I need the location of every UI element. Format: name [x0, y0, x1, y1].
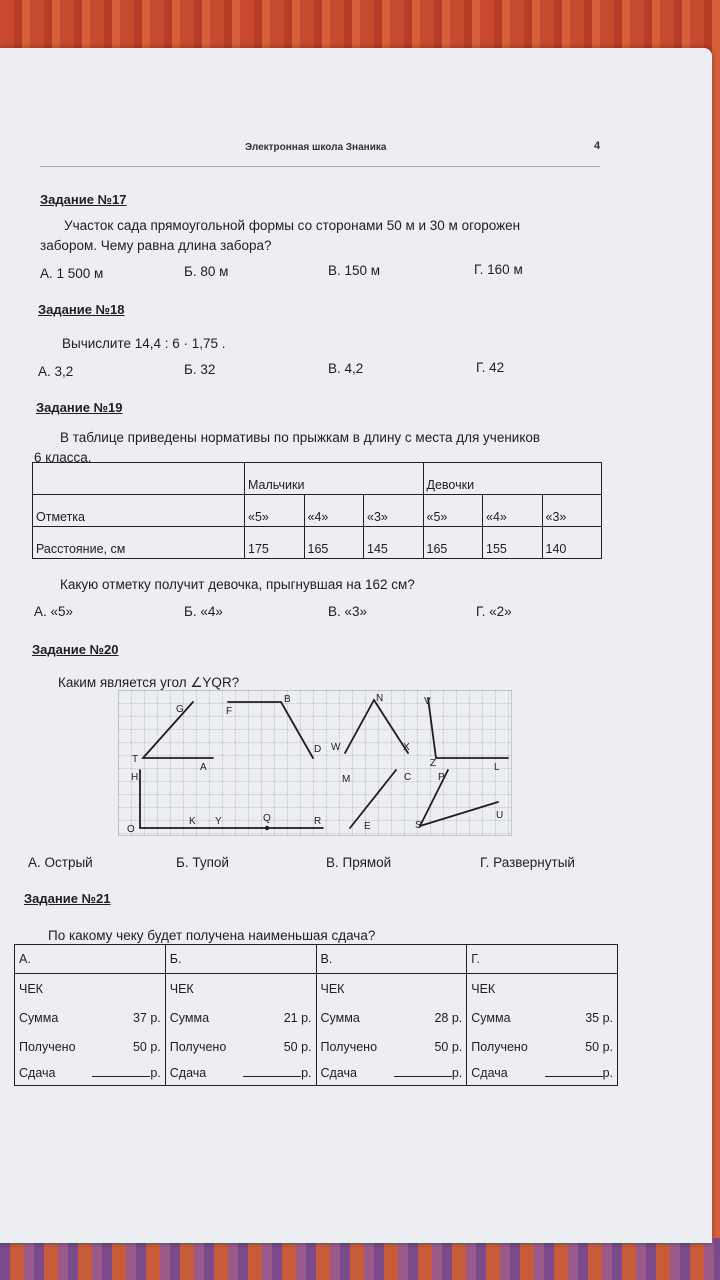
label-z: Z: [430, 758, 437, 769]
receipt-a: [15, 974, 166, 1086]
table-row-marks: [33, 495, 602, 527]
label-f: F: [226, 706, 233, 717]
change-blank[interactable]: [394, 1066, 452, 1077]
task19-question-line1: В таблице приведены нормативы по прыжкам в длину с места для учеников: [60, 430, 541, 445]
mark-cell: «3»: [364, 495, 424, 527]
received-label: Получено: [19, 1039, 76, 1054]
label-c: C: [404, 772, 412, 783]
task18-title: Задание №18: [38, 302, 125, 317]
task19-option-v: В. «3»: [328, 604, 368, 619]
received-value: 50 р.: [283, 1039, 312, 1054]
task17-option-b: Б. 80 м: [184, 264, 229, 279]
task20-option-a: А. Острый: [28, 855, 93, 870]
label-q: Q: [263, 813, 271, 824]
task20-option-v: В. Прямой: [326, 855, 392, 870]
task19-question-line2: 6 класса.: [34, 450, 92, 465]
label-o: O: [127, 824, 135, 835]
receipt-title: ЧЕК: [169, 981, 194, 996]
marks-label: Отметка: [33, 495, 245, 527]
label-x: X: [403, 742, 410, 753]
receipt-letter: А.: [15, 945, 166, 974]
label-n: N: [376, 693, 384, 704]
receipts-body-row: [15, 974, 618, 1086]
label-g: G: [176, 704, 184, 715]
change-label: Сдача: [320, 1066, 357, 1080]
label-v: V: [424, 696, 431, 707]
task19-option-a: А. «5»: [34, 604, 74, 619]
mark-cell: «4»: [304, 495, 364, 527]
receipt-letter: Б.: [165, 945, 316, 974]
change-blank[interactable]: [545, 1066, 603, 1077]
task19-option-b: Б. «4»: [184, 604, 223, 619]
header-divider: [40, 166, 600, 167]
task17-title: Задание №17: [40, 192, 127, 207]
task18-option-b: Б. 32: [184, 362, 216, 377]
received-value: 50 р.: [434, 1039, 463, 1054]
standards-table: [32, 462, 602, 559]
boys-header: Мальчики: [245, 463, 424, 495]
receipt-v: [316, 974, 467, 1086]
task17-option-v: В. 150 м: [328, 263, 381, 278]
change-label: Сдача: [19, 1066, 56, 1080]
change-label: Сдача: [169, 1066, 207, 1080]
change-currency: р.: [451, 1066, 463, 1080]
label-m: M: [342, 774, 351, 785]
receipt-title: ЧЕК: [19, 981, 43, 996]
label-l: L: [494, 762, 500, 773]
received-label: Получено: [320, 1039, 378, 1054]
distance-label: Расстояние, см: [33, 527, 245, 559]
sum-value: 28 р.: [434, 1010, 463, 1025]
page-number: 4: [594, 140, 601, 152]
label-b: B: [284, 694, 291, 705]
sum-value: 35 р.: [585, 1010, 613, 1025]
task17-option-a: А. 1 500 м: [40, 266, 104, 281]
label-e: E: [364, 821, 371, 832]
change-label: Сдача: [471, 1066, 508, 1080]
label-k: K: [189, 816, 196, 827]
task18-option-a: А. 3,2: [38, 364, 74, 379]
distance-cell: 145: [364, 527, 424, 559]
sum-label: Сумма: [320, 1010, 360, 1025]
change-currency: р.: [602, 1066, 613, 1080]
label-y: Y: [215, 816, 222, 827]
receipts-table: [14, 944, 618, 1086]
task17-option-g: Г. 160 м: [474, 262, 523, 277]
received-value: 50 р.: [585, 1039, 613, 1054]
label-r: R: [314, 816, 322, 827]
label-t: T: [132, 754, 139, 765]
label-w: W: [331, 742, 341, 753]
mark-cell: «5»: [245, 495, 305, 527]
table-header-row: [33, 463, 602, 495]
change-blank[interactable]: [243, 1066, 301, 1077]
label-a: A: [200, 762, 207, 773]
change-currency: р.: [301, 1066, 312, 1080]
mark-cell: «3»: [542, 495, 602, 527]
task20-option-g: Г. Развернутый: [480, 855, 575, 870]
label-s: S: [415, 820, 422, 831]
receipt-title: ЧЕК: [320, 981, 345, 996]
page-header-title: Электронная школа Знаника: [245, 142, 387, 153]
sum-value: 37 р.: [132, 1010, 161, 1025]
task20-question: Каким является угол ∠YQR?: [58, 675, 240, 690]
received-label: Получено: [471, 1039, 528, 1054]
receipt-g: [467, 974, 618, 1086]
sum-value: 21 р.: [283, 1010, 312, 1025]
receipts-letter-row: [15, 945, 618, 974]
girls-header: Девочки: [423, 463, 602, 495]
mark-cell: «4»: [483, 495, 543, 527]
task20-option-b: Б. Тупой: [176, 855, 229, 870]
task19-title: Задание №19: [36, 400, 123, 415]
task18-option-g: Г. 42: [476, 360, 505, 375]
distance-cell: 175: [245, 527, 305, 559]
label-p: P: [438, 772, 445, 783]
receipt-b: [165, 974, 316, 1086]
label-d: D: [314, 744, 322, 755]
task18-option-v: В. 4,2: [328, 361, 364, 376]
mark-cell: «5»: [423, 495, 483, 527]
sum-label: Сумма: [169, 1010, 210, 1025]
table-row-distances: [33, 527, 602, 559]
change-currency: р.: [150, 1066, 161, 1080]
receipt-title: ЧЕК: [471, 981, 496, 996]
task18-question: Вычислите 14,4 : 6 · 1,75 .: [62, 336, 226, 351]
distance-cell: 165: [423, 527, 483, 559]
receipt-letter: В.: [316, 945, 467, 974]
sum-label: Сумма: [19, 1010, 59, 1025]
task19-option-g: Г. «2»: [476, 604, 512, 619]
task17-question-line1: Участок сада прямоугольной формы со сторонами 50 м и 30 м огорожен: [64, 218, 521, 233]
task21-question: По какому чеку будет получена наименьшая сдача?: [48, 928, 376, 943]
sum-label: Сумма: [471, 1010, 511, 1025]
task21-title: Задание №21: [24, 891, 111, 906]
distance-cell: 165: [304, 527, 364, 559]
change-blank[interactable]: [92, 1066, 150, 1077]
task19-question2: Какую отметку получит девочка, прыгнувшая на 162 см?: [60, 577, 415, 592]
receipt-letter: Г.: [467, 945, 618, 974]
received-value: 50 р.: [132, 1039, 161, 1054]
distance-cell: 140: [542, 527, 602, 559]
distance-cell: 155: [483, 527, 543, 559]
tablecloth: [0, 1238, 720, 1280]
label-u: U: [496, 810, 504, 821]
label-h: H: [131, 772, 139, 783]
task20-title: Задание №20: [32, 642, 119, 657]
angles-grid-figure: [118, 690, 512, 836]
task17-question-line2: забором. Чему равна длина забора?: [40, 238, 272, 253]
received-label: Получено: [169, 1039, 227, 1054]
point-q: [265, 826, 269, 830]
